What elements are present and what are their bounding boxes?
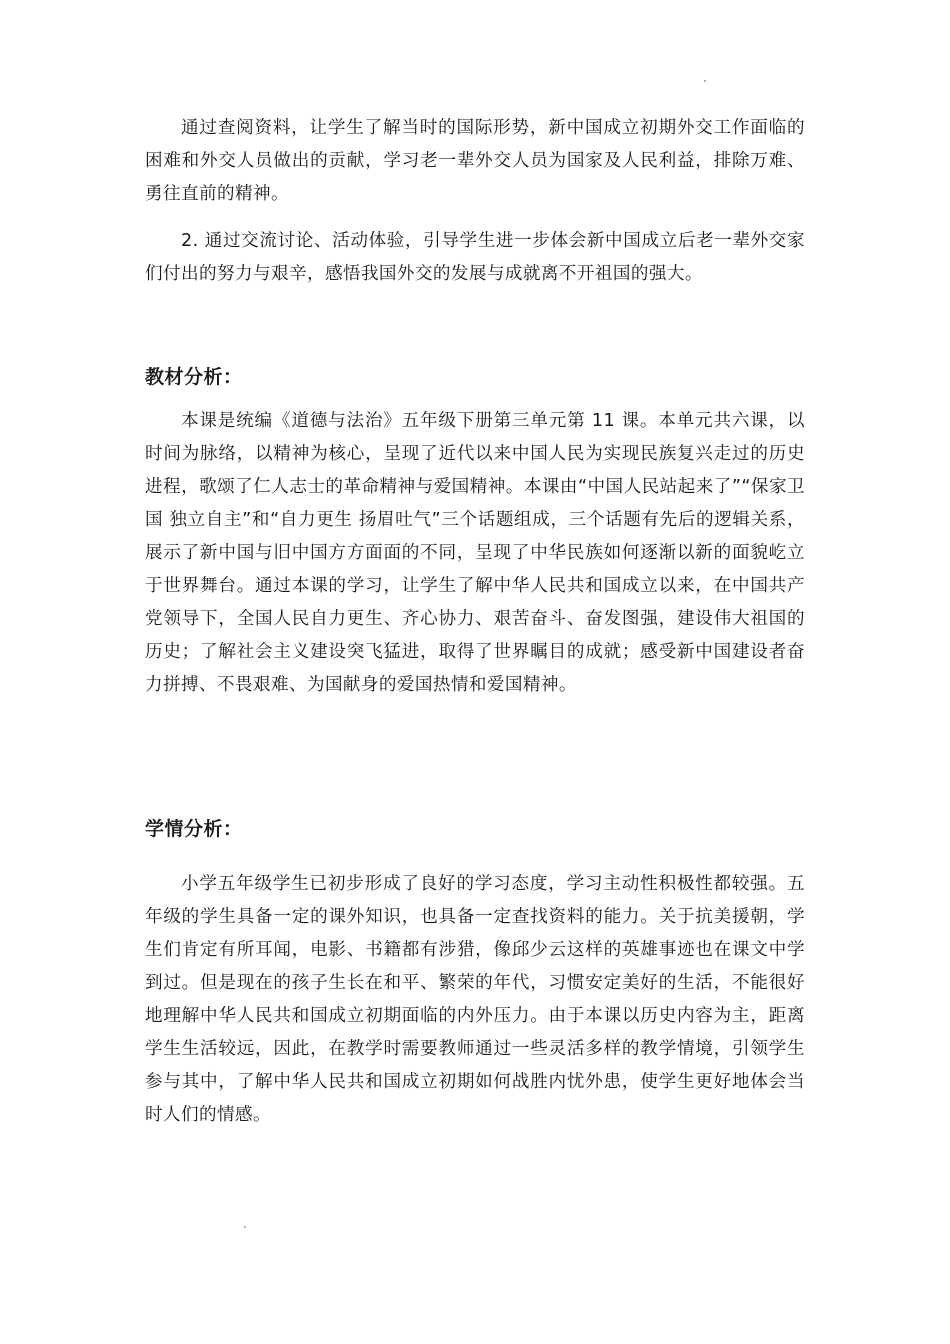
heading-student-analysis: 学情分析：	[145, 818, 243, 840]
scan-dot	[704, 80, 706, 82]
paragraph-teaching-goal-2: 2. 通过交流讨论、活动体验，引导学生进一步体会新中国成立后老一辈外交家们付出的努力与艰辛，感悟我国外交的发展与成就离不开祖国的强大。	[145, 231, 805, 284]
paragraph-textbook-analysis: 本课是统编《道德与法治》五年级下册第三单元第 11 课。本单元共六课，以时间为脉络，以精神为核心，呈现了近代以来中国人民为实现民族复兴走过的历史进程，歌颂了仁人志士的革命精神与爱国精神。本课由“中国人民站起来了”“保家卫国 独立自主”和“自力更生 扬眉吐气”三个话题组成，三个话题有先后的逻辑关系，展示了新中国与旧中国方方面面的不同，呈现了中华民族如何逐渐以新的面貌屹立于世界舞台。通过本课的学习，让学生了解中华人民共和国成立以来，在中国共产党领导下，全国人民自力更生、齐心协力、艰苦奋斗、奋发图强，建设伟大祖国的历史；了解社会主义建设突飞猛进，取得了世界瞩目的成就；感受新中国建设者奋力拼搏、不畏艰难、为国献身的爱国热情和爱国精神。	[145, 411, 805, 695]
scan-dot	[244, 1226, 246, 1228]
paragraph-student-analysis: 小学五年级学生已初步形成了良好的学习态度，学习主动性积极性都较强。五年级的学生具备一定的课外知识，也具备一定查找资料的能力。关于抗美援朝，学生们肯定有所耳闻，电影、书籍都有涉猎，像邱少云这样的英雄事迹也在课文中学到过。但是现在的孩子生长在和平、繁荣的年代，习惯安定美好的生活，不能很好地理解中华人民共和国成立初期面临的内外压力。由于本课以历史内容为主，距离学生生活较远，因此，在教学时需要教师通过一些灵活多样的教学情境，引领学生参与其中，了解中华人民共和国成立初期如何战胜内忧外患，使学生更好地体会当时人们的情感。	[145, 874, 805, 1125]
heading-textbook-analysis: 教材分析：	[145, 366, 243, 388]
paragraph-teaching-goal-1: 通过查阅资料，让学生了解当时的国际形势，新中国成立初期外交工作面临的困难和外交人员做出的贡献，学习老一辈外交人员为国家及人民利益，排除万难、勇往直前的精神。	[145, 118, 805, 204]
